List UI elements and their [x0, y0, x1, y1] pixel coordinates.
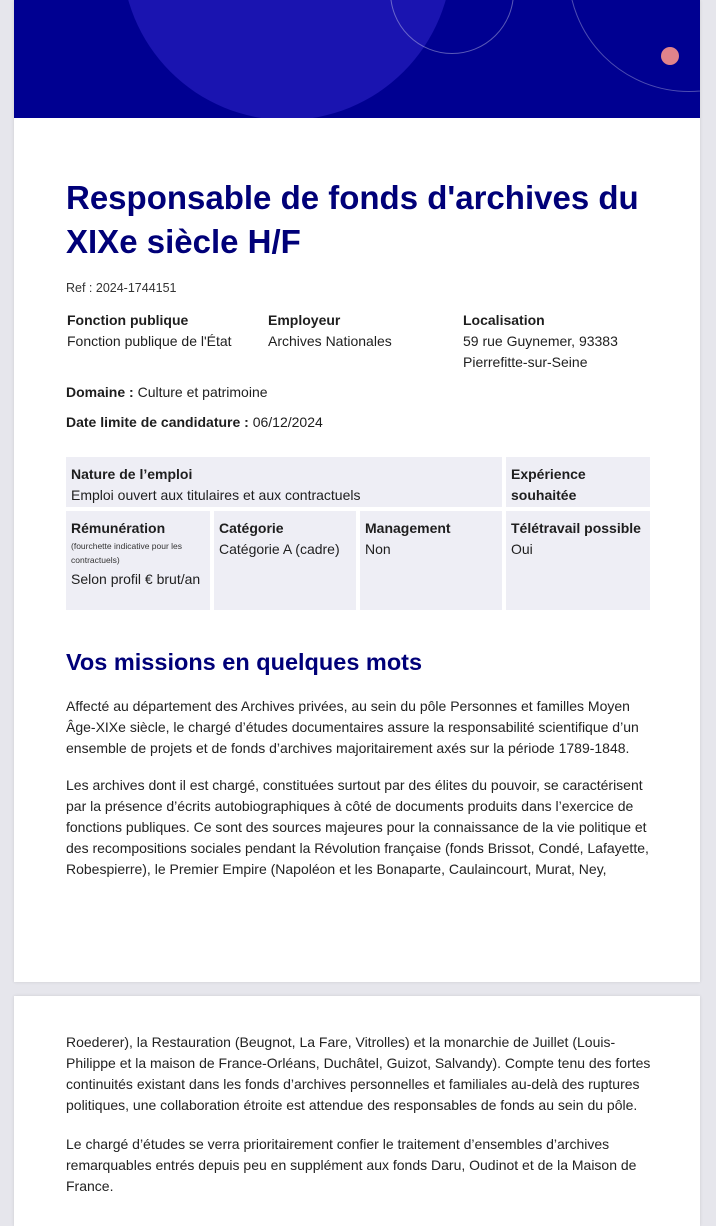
banner-ring-decoration-large: [568, 0, 700, 92]
localisation-line1: 59 rue Guynemer, 93383: [463, 333, 618, 349]
header-banner: [14, 0, 700, 118]
experience-label: Expérience souhaitée: [511, 466, 586, 503]
localisation-line2: Pierrefitte-sur-Seine: [463, 354, 588, 370]
teletravail-value: Oui: [511, 541, 533, 557]
localisation-label: Localisation: [463, 312, 545, 328]
nature-value: Emploi ouvert aux titulaires et aux contractuels: [71, 487, 361, 503]
teletravail-label: Télétravail possible: [511, 520, 641, 536]
fonction-value: Fonction publique de l'État: [67, 333, 232, 349]
nature-cell: [66, 457, 502, 507]
job-reference: Ref : 2024-1744151: [66, 281, 177, 295]
date-limite-label: Date limite de candidature :: [66, 414, 249, 430]
remuneration-note: (fourchette indicative pour les contractuels): [71, 541, 183, 565]
fonction-label: Fonction publique: [67, 312, 189, 328]
employeur-value: Archives Nationales: [268, 333, 392, 349]
nature-label: Nature de l’emploi: [71, 466, 193, 482]
management-label: Management: [365, 520, 451, 536]
date-limite-row: [66, 414, 323, 430]
experience-cell: [506, 457, 650, 507]
management-cell: [360, 511, 502, 610]
categorie-cell: [214, 511, 356, 610]
job-title: Responsable de fonds d'archives du XIXe siècle H/F: [66, 179, 639, 260]
missions-paragraph-3: Roederer), la Restauration (Beugnot, La Fare, Vitrolles) et la monarchie de Juillet (Louis-Philippe et la maison de France-Orléans, Duchâtel, Guizot, Salvandy). Compte tenu des fortes continuités existant dans les fonds d’archives personnelles et familiales au-delà des ruptures politiques, une collaboration étroite est attendue des responsables de fonds au sein du pôle.: [66, 1034, 651, 1113]
job-offer-page-1: [14, 0, 700, 982]
job-offer-page-2: [14, 996, 700, 1226]
categorie-label: Catégorie: [219, 520, 284, 536]
domaine-label: Domaine :: [66, 384, 134, 400]
remuneration-label: Rémunération: [71, 520, 166, 536]
missions-paragraph-4: Le chargé d’études se verra prioritairement confier le traitement d’ensembles d’archives remarquables entrés depuis peu en supplément aux fonds Daru, Oudinot et de la Maison de France.: [66, 1136, 637, 1194]
date-limite-value: 06/12/2024: [248, 414, 323, 430]
missions-heading: Vos missions en quelques mots: [66, 649, 423, 675]
banner-dot-decoration: [661, 47, 679, 65]
remuneration-cell: [66, 511, 210, 610]
remuneration-value: Selon profil € brut/an: [71, 571, 201, 587]
categorie-value: Catégorie A (cadre): [219, 541, 340, 557]
management-value: Non: [365, 541, 391, 557]
missions-paragraph-1: Affecté au département des Archives privées, au sein du pôle Personnes et familles Moyen Âge-XIXe siècle, le chargé d’études documentaires assure la responsabilité scientifique d’un ensemble de projets et de fonds d’archives majoritairement axés sur la période 1789-1848.: [66, 698, 639, 756]
teletravail-cell: [506, 511, 650, 610]
domaine-value: Culture et patrimoine: [133, 384, 268, 400]
domaine-row: [66, 384, 268, 400]
employeur-label: Employeur: [268, 312, 341, 328]
missions-paragraph-2: Les archives dont il est chargé, constituées surtout par des élites du pouvoir, se caractérisent par la présence d’écrits autobiographiques à côté de documents produits dans l’exercice de fonctions publiques. Ce sont des sources majeures pour la connaissance de la vie politique et des recompositions sociales pendant la Révolution française (fonds Brissot, Condé, Lafayette, Robespierre), le Premier Empire (Napoléon et les Bonaparte, Caulaincourt, Murat, Ney,: [66, 777, 649, 877]
